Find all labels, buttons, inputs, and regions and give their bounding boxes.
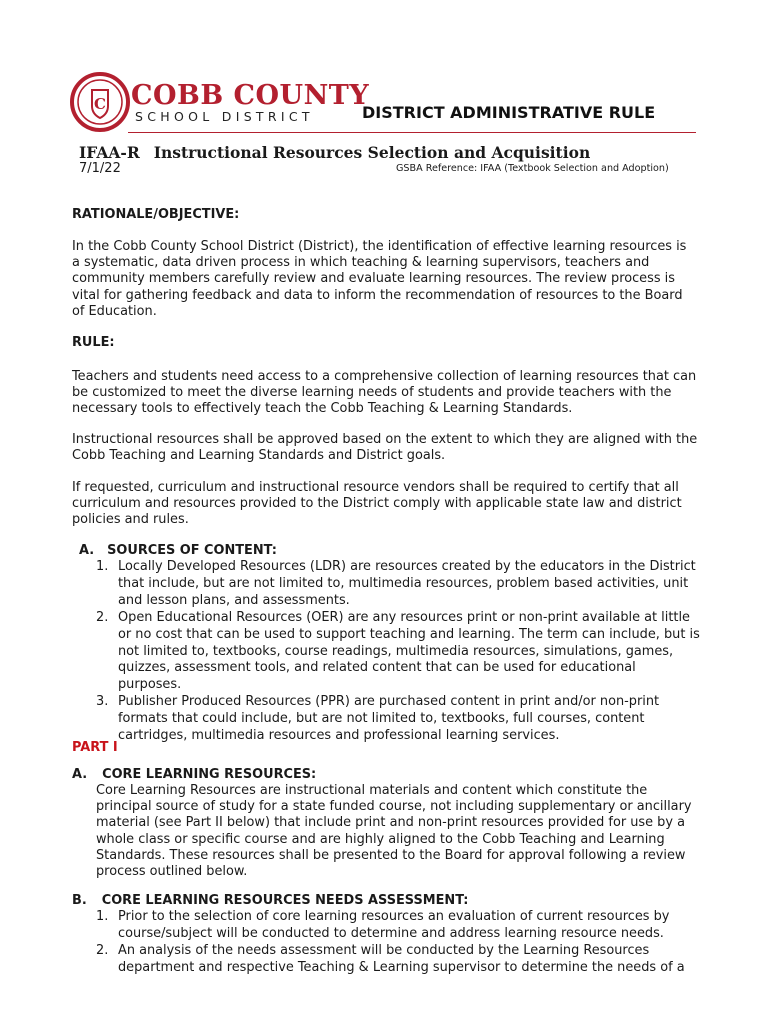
- header-divider: [128, 132, 696, 133]
- rule-paragraph-3: If requested, curriculum and instructional resource vendors shall be required to certify that all curriculum and resources provided to the District comply with applicable state law and district policies and rules.: [72, 480, 682, 528]
- brand-subtitle: SCHOOL DISTRICT: [135, 109, 314, 124]
- needs-letter: B.: [72, 893, 87, 908]
- part-label: PART I: [72, 740, 118, 755]
- core-letter: A.: [72, 767, 88, 782]
- list-item: 2. Open Educational Resources (OER) are any resources print or non-print available at little or no cost that can be used to support teaching and learning. The term can include, but is not limited to, textbooks, course readings, multimedia resources, simulations, games, quizzes, assessment tools, and related content that can be used for educational purposes.: [96, 609, 700, 693]
- core-resources-paragraph: Core Learning Resources are instructional materials and content which constitute the principal source of study for a state funded course, not including supplementary or ancillary material (see Part II below) that include print and non-print resources provided for use by a whole class or specific course and are highly aligned to the Cobb Teaching and Learning Standards. These resources shall be presented to the Board for approval following a review process outlined below.: [96, 783, 692, 880]
- rule-title: Instructional Resources Selection and Acquisition: [153, 143, 591, 162]
- sources-list: [96, 559, 700, 745]
- core-title: CORE LEARNING RESOURCES:: [102, 767, 317, 782]
- needs-assessment-heading: [72, 893, 468, 909]
- core-resources-heading: [72, 767, 316, 783]
- sources-title: SOURCES OF CONTENT:: [107, 543, 277, 558]
- document-type: DISTRICT ADMINISTRATIVE RULE: [362, 103, 656, 122]
- list-item: 2. An analysis of the needs assessment will be conducted by the Learning Resources department and respective Teaching & Learning supervisor to determine the needs of a: [96, 942, 685, 975]
- rule-title-line: [79, 144, 590, 161]
- rule-paragraph-1: Teachers and students need access to a comprehensive collection of learning resources that can be customized to meet the diverse learning needs of students and provide teachers with the necessary tools to effectively teach the Cobb Teaching & Learning Standards.: [72, 369, 697, 417]
- logo-letter: C: [94, 95, 106, 113]
- brand-name: COBB COUNTY: [131, 80, 370, 111]
- rule-date: 7/1/22: [79, 161, 121, 176]
- sources-letter: A.: [79, 543, 95, 558]
- rationale-heading: RATIONALE/OBJECTIVE:: [72, 207, 240, 222]
- needs-list: [96, 909, 700, 977]
- district-logo-icon: [70, 72, 130, 132]
- list-item: 1. Prior to the selection of core learning resources an evaluation of current resources by course/subject will be conducted to determine and address learning resource needs.: [96, 909, 670, 941]
- gsba-reference: GSBA Reference: IFAA (Textbook Selection and Adoption): [396, 163, 669, 174]
- needs-title: CORE LEARNING RESOURCES NEEDS ASSESSMENT:: [101, 893, 469, 908]
- list-item: 1. Locally Developed Resources (LDR) are resources created by the educators in the District that include, but are not limited to, multimedia resources, problem based activities, unit and lesson plans, and assessments.: [96, 559, 696, 608]
- sources-heading: [79, 543, 277, 559]
- rule-heading: RULE:: [72, 335, 115, 350]
- rationale-paragraph: In the Cobb County School District (District), the identification of effective learning resources is a systematic, data driven process in which teaching & learning supervisors, teachers and community members carefully review and evaluate learning resources. The review process is vital for gathering feedback and data to inform the recommendation of resources to the Board of Education.: [72, 239, 687, 319]
- rule-paragraph-2: Instructional resources shall be approved based on the extent to which they are aligned with the Cobb Teaching and Learning Standards and District goals.: [72, 432, 698, 464]
- list-item: 3. Publisher Produced Resources (PPR) are purchased content in print and/or non-print formats that could include, but are not limited to, textbooks, full courses, content cartridges, multimedia resources and professional learning services.: [96, 694, 660, 744]
- rule-code: IFAA-R: [79, 143, 140, 162]
